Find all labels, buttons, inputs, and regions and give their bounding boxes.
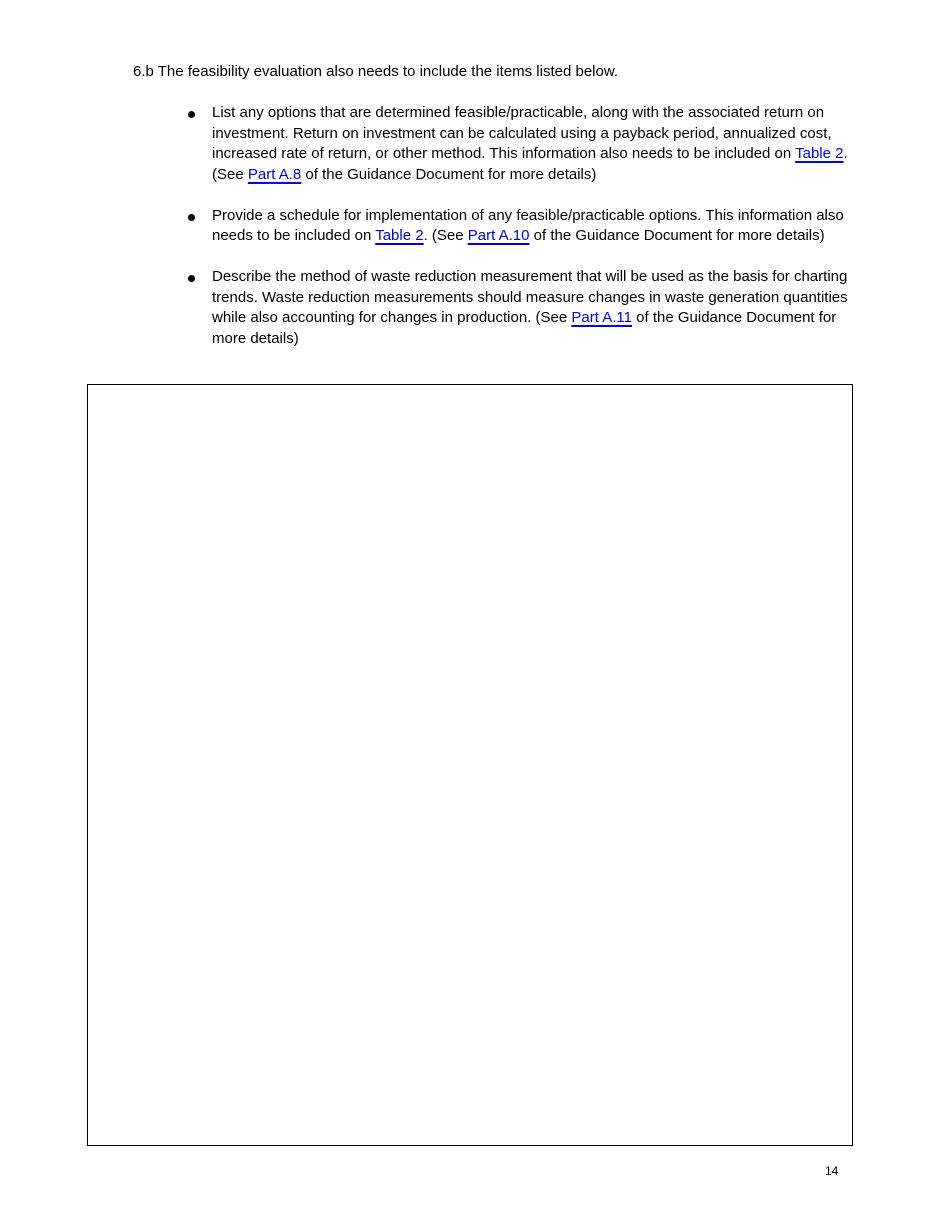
item-text: Provide a schedule for implementation of any feasible/practicable options. This information also needs to be included on [212, 206, 844, 244]
table-2-link[interactable]: Table 2 [795, 145, 844, 162]
section-heading: 6.b The feasibility evaluation also needs to include the items listed below. [133, 63, 619, 80]
item-text: of the Guidance Document for more details) [301, 165, 597, 183]
bullet-icon [188, 111, 195, 118]
page-number: 14 [825, 1164, 839, 1178]
item-text: Describe the method of waste reduction measurement that will be used as the basis for charting trends. Waste reduction measurements should measure changes in waste generation quantities while also accounting for changes in production. (See [212, 268, 848, 326]
item-text: . (See [212, 145, 848, 183]
part-a11-link[interactable]: Part A.11 [571, 309, 632, 326]
requirements-list [212, 103, 852, 370]
part-a10-link[interactable]: Part A.10 [467, 227, 530, 244]
list-item-roi [212, 103, 852, 185]
table-2-link[interactable]: Table 2 [375, 227, 424, 244]
list-item-schedule [212, 206, 852, 247]
part-a8-link[interactable]: Part A.8 [247, 165, 302, 183]
bullet-icon [188, 275, 195, 282]
bullet-icon [188, 214, 195, 221]
item-text: of the Guidance Document for more details) [529, 227, 825, 244]
response-text-box[interactable] [87, 384, 853, 1146]
item-text: . (See [423, 227, 468, 244]
item-text: of the Guidance Document for more details) [212, 309, 837, 347]
list-item-measurement [212, 267, 852, 349]
item-text: List any options that are determined feasible/practicable, along with the associated return on investment. Return on investment can be calculated using a payback period, annualized cost, increased rate of return, or other method. This information also needs to be included on [212, 104, 832, 162]
